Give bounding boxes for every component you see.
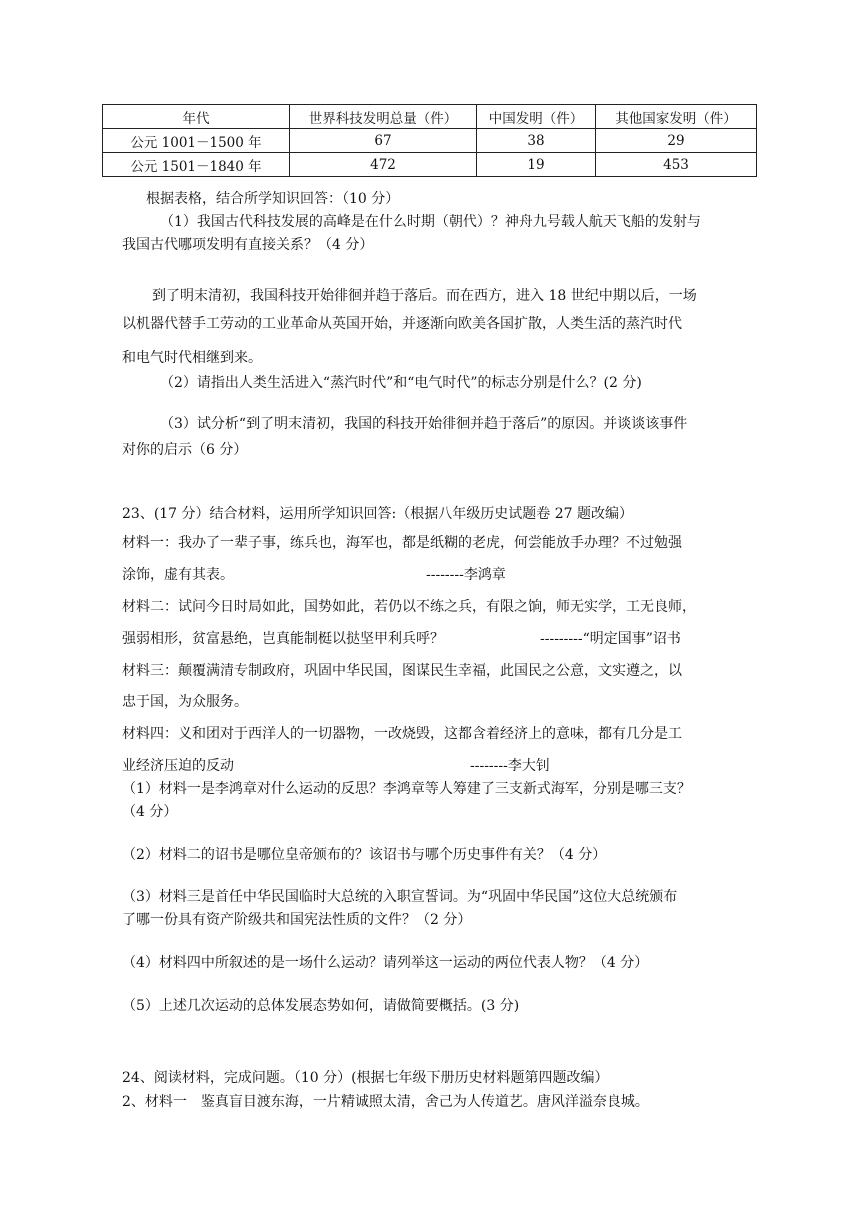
table-cell: 67 bbox=[290, 129, 477, 153]
header-world-total: 世界科技发明总量（件） bbox=[290, 105, 477, 129]
table-cell: 公元 1501－1840 年 bbox=[103, 153, 290, 177]
q24-heading: 24、阅读材料，完成问题。（10 分）(根据七年级下册历史材料题第四题改编） bbox=[122, 1070, 609, 1086]
q23-material-1-source: --------李鸿章 bbox=[426, 567, 506, 583]
q22-passage-line-1: 到了明末清初，我国科技开始徘徊并趋于落后。而在西方，进入 18 世纪中期以后，一场 bbox=[152, 288, 697, 304]
q22-question-3-line-1: （3）试分析“到了明末清初，我国的科技开始徘徊并趋于落后”的原因。并谈谈该事件 bbox=[160, 416, 688, 432]
q23-question-3-line-1: （3）材料三是首任中华民国临时大总统的入职宣誓词。为“巩固中华民国”这位大总统颁布 bbox=[122, 889, 678, 905]
q22-question-3-line-2: 对你的启示（6 分） bbox=[122, 442, 248, 458]
table-header-row bbox=[103, 105, 757, 129]
q23-material-3-line-1: 材料三：颠覆满清专制政府，巩固中华民国，图谋民生幸福，此国民之公意，文实遵之，以 bbox=[122, 663, 682, 679]
table-cell: 19 bbox=[477, 153, 596, 177]
q22-question-2: （2）请指出人类生活进入“蒸汽时代”和“电气时代”的标志分别是什么？(2 分) bbox=[160, 375, 642, 391]
q23-material-3-line-2: 忠于国，为众服务。 bbox=[122, 694, 248, 710]
table-cell: 38 bbox=[477, 129, 596, 153]
q23-heading: 23、(17 分）结合材料，运用所学知识回答:（根据八年级历史试题卷 27 题改编） bbox=[122, 506, 633, 522]
header-era: 年代 bbox=[103, 105, 290, 129]
q23-question-5: （5）上述几次运动的总体发展态势如何，请做简要概括。(3 分) bbox=[122, 998, 520, 1014]
header-china: 中国发明（件） bbox=[477, 105, 596, 129]
q23-material-1-line-2: 涂饰，虚有其表。 bbox=[122, 567, 234, 583]
q22-question-1-line-2: 我国古代哪项发明有直接关系？（4 分） bbox=[122, 237, 374, 253]
q23-material-2-line-1: 材料二：试问今日时局如此，国势如此，若仍以不练之兵，有限之饷，师无实学，工无良师， bbox=[122, 599, 696, 615]
q23-question-1-line-2: （4 分） bbox=[122, 804, 178, 820]
q23-material-4-source: --------李大钊 bbox=[470, 758, 550, 774]
q23-material-4-line-2: 业经济压迫的反动 bbox=[122, 758, 234, 774]
q22-intro: 根据表格，结合所学知识回答：（10 分） bbox=[146, 191, 400, 207]
table-cell: 29 bbox=[596, 129, 757, 153]
q23-question-3-line-2: 了哪一份具有资产阶级共和国宪法性质的文件？（2 分） bbox=[122, 912, 472, 928]
q23-question-1-line-1: （1）材料一是李鸿章对什么运动的反思？李鸿章等人筹建了三支新式海军，分别是哪三支？ bbox=[122, 781, 691, 797]
q23-material-1-line-1: 材料一：我办了一辈子事，练兵也，海军也，都是纸糊的老虎，何尝能放手办理？不过勉强 bbox=[122, 535, 682, 551]
q23-material-2-line-2: 强弱相形，贫富悬绝，岂真能制梃以挞坚甲利兵呼？ bbox=[122, 631, 444, 647]
table-cell: 453 bbox=[596, 153, 757, 177]
q23-material-2-source: ---------“明定国事”诏书 bbox=[540, 631, 681, 647]
q24-material-1: 2、材料一 鉴真盲目渡东海，一片精诚照太清，舍己为人传道艺。唐风洋溢奈良城。 bbox=[122, 1094, 649, 1110]
q22-question-1-line-1: （1）我国古代科技发展的高峰是在什么时期（朝代）？神舟九号载人航天飞船的发射与 bbox=[160, 214, 701, 230]
q23-question-4: （4）材料四中所叙述的是一场什么运动？请列举这一运动的两位代表人物？（4 分） bbox=[122, 955, 649, 971]
q22-passage-line-2: 以机器代替手工劳动的工业革命从英国开始，并逐渐向欧美各国扩散，人类生活的蒸汽时代 bbox=[122, 316, 682, 332]
q23-question-2: （2）材料二的诏书是哪位皇帝颁布的？该诏书与哪个历史事件有关？（4 分） bbox=[122, 847, 607, 863]
table-row bbox=[103, 129, 757, 153]
table-cell: 472 bbox=[290, 153, 477, 177]
q22-passage-line-3: 和电气时代相继到来。 bbox=[122, 350, 262, 366]
table-cell: 公元 1001－1500 年 bbox=[103, 129, 290, 153]
header-other: 其他国家发明（件） bbox=[596, 105, 757, 129]
table-row bbox=[103, 153, 757, 177]
q23-material-4-line-1: 材料四：义和团对于西洋人的一切器物，一改烧毁，这都含着经济上的意味，都有几分是工 bbox=[122, 726, 682, 742]
invention-table bbox=[102, 104, 757, 177]
